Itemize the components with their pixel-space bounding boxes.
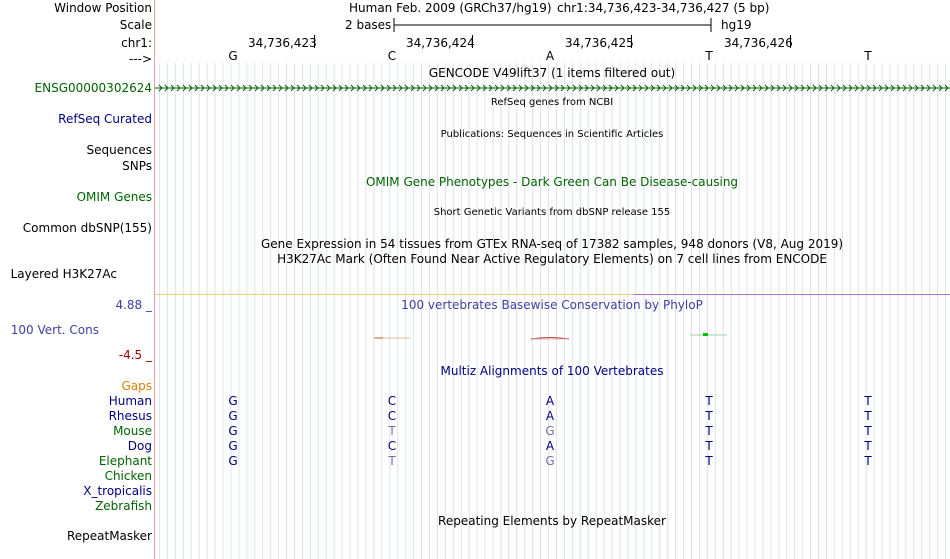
h3k27ac-signal-2 bbox=[633, 294, 950, 295]
label-dbsnp[interactable]: Common dbSNP(155) bbox=[22, 221, 152, 235]
base-1: G bbox=[228, 49, 238, 63]
base-3: A bbox=[545, 49, 555, 63]
align-mouse-2: T bbox=[388, 424, 396, 438]
gene-strand[interactable] bbox=[155, 83, 950, 93]
align-rhesus-4: T bbox=[705, 409, 713, 423]
label-species-xtropicalis[interactable]: X_tropicalis bbox=[83, 484, 152, 498]
ruler-ticks bbox=[155, 33, 950, 49]
omim-title: OMIM Gene Phenotypes - Dark Green Can Be Disease-causing bbox=[365, 175, 739, 189]
align-rhesus-3: A bbox=[545, 409, 555, 423]
align-rhesus-1: G bbox=[228, 409, 238, 423]
label-scale: Scale bbox=[119, 18, 152, 32]
label-repeatmasker[interactable]: RepeatMasker bbox=[66, 529, 152, 543]
track-area[interactable] bbox=[155, 0, 950, 559]
position-range: chr1:34,736,423-34,736,427 (5 bp) bbox=[557, 1, 770, 15]
base-5: T bbox=[864, 49, 872, 63]
phylop-title: 100 vertebrates Basewise Conservation by PhyloP bbox=[401, 298, 703, 312]
align-elephant-1: G bbox=[228, 454, 238, 468]
align-mouse-4: T bbox=[705, 424, 713, 438]
label-snps[interactable]: SNPs bbox=[122, 159, 152, 173]
label-window-position: Window Position bbox=[54, 1, 152, 15]
align-elephant-5: T bbox=[864, 454, 872, 468]
label-gaps[interactable]: Gaps bbox=[121, 379, 152, 393]
label-h3k27ac[interactable]: Layered H3K27Ac bbox=[10, 267, 117, 281]
align-elephant-4: T bbox=[705, 454, 713, 468]
align-dog-5: T bbox=[864, 439, 872, 453]
gtex-title: Gene Expression in 54 tissues from GTEx RNA-seq of 17382 samples, 948 donors (V8, Aug 2019) bbox=[260, 237, 844, 251]
conservation-wiggle bbox=[155, 330, 950, 344]
align-human-2: C bbox=[387, 394, 397, 408]
label-refseq[interactable]: RefSeq Curated bbox=[58, 112, 152, 126]
label-omim[interactable]: OMIM Genes bbox=[76, 190, 152, 204]
label-species-rhesus[interactable]: Rhesus bbox=[108, 409, 152, 423]
align-dog-2: C bbox=[387, 439, 397, 453]
multiz-title: Multiz Alignments of 100 Vertebrates bbox=[440, 364, 664, 378]
h3k27ac-title: H3K27Ac Mark (Often Found Near Active Regulatory Elements) on 7 cell lines from ENCODE bbox=[277, 252, 827, 266]
align-elephant-2: T bbox=[388, 454, 396, 468]
gencode-title: GENCODE V49lift37 (1 items filtered out) bbox=[428, 66, 676, 80]
label-species-zebrafish[interactable]: Zebrafish bbox=[95, 499, 152, 513]
ruler-label-2: 34,736,424 bbox=[406, 36, 475, 50]
ruler-label-3: 34,736,425 bbox=[565, 36, 634, 50]
label-species-dog[interactable]: Dog bbox=[127, 439, 152, 453]
refseq-title: RefSeq genes from NCBI bbox=[490, 97, 614, 108]
publications-title: Publications: Sequences in Scientific Articles bbox=[440, 129, 664, 140]
assembly-title: Human Feb. 2009 (GRCh37/hg19) bbox=[349, 1, 552, 15]
align-mouse-3: G bbox=[545, 424, 555, 438]
align-dog-1: G bbox=[228, 439, 238, 453]
ruler-label-4: 34,736,426 bbox=[724, 36, 793, 50]
align-human-4: T bbox=[705, 394, 713, 408]
align-human-5: T bbox=[864, 394, 872, 408]
label-cons-min: -4.5 _ bbox=[118, 348, 152, 362]
ruler-label-1: 34,736,423 bbox=[248, 36, 317, 50]
label-chr: chr1: bbox=[121, 36, 152, 50]
repeatmasker-title: Repeating Elements by RepeatMasker bbox=[438, 514, 666, 528]
base-4: T bbox=[705, 49, 713, 63]
track-labels bbox=[0, 0, 154, 559]
label-cons-max: 4.88 _ bbox=[115, 298, 152, 312]
align-mouse-1: G bbox=[228, 424, 238, 438]
align-mouse-5: T bbox=[864, 424, 872, 438]
base-2: C bbox=[387, 49, 397, 63]
label-species-elephant[interactable]: Elephant bbox=[98, 454, 152, 468]
label-cons[interactable]: 100 Vert. Cons bbox=[10, 323, 99, 337]
align-dog-4: T bbox=[705, 439, 713, 453]
label-species-mouse[interactable]: Mouse bbox=[113, 424, 152, 438]
label-sequences[interactable]: Sequences bbox=[86, 143, 152, 157]
label-species-chicken[interactable]: Chicken bbox=[104, 469, 152, 483]
label-arrow: ---> bbox=[128, 52, 152, 66]
align-dog-3: A bbox=[545, 439, 555, 453]
align-human-1: G bbox=[228, 394, 238, 408]
h3k27ac-signal bbox=[155, 294, 633, 295]
label-species-human[interactable]: Human bbox=[108, 394, 152, 408]
db-name: hg19 bbox=[721, 18, 752, 32]
label-gene-id[interactable]: ENSG00000302624 bbox=[34, 81, 152, 95]
align-rhesus-2: C bbox=[387, 409, 397, 423]
align-rhesus-5: T bbox=[864, 409, 872, 423]
dbsnp-title: Short Genetic Variants from dbSNP release 155 bbox=[433, 207, 671, 218]
scale-text: 2 bases bbox=[345, 18, 392, 32]
align-elephant-3: G bbox=[545, 454, 555, 468]
scale-bar bbox=[393, 17, 713, 33]
align-human-3: A bbox=[545, 394, 555, 408]
